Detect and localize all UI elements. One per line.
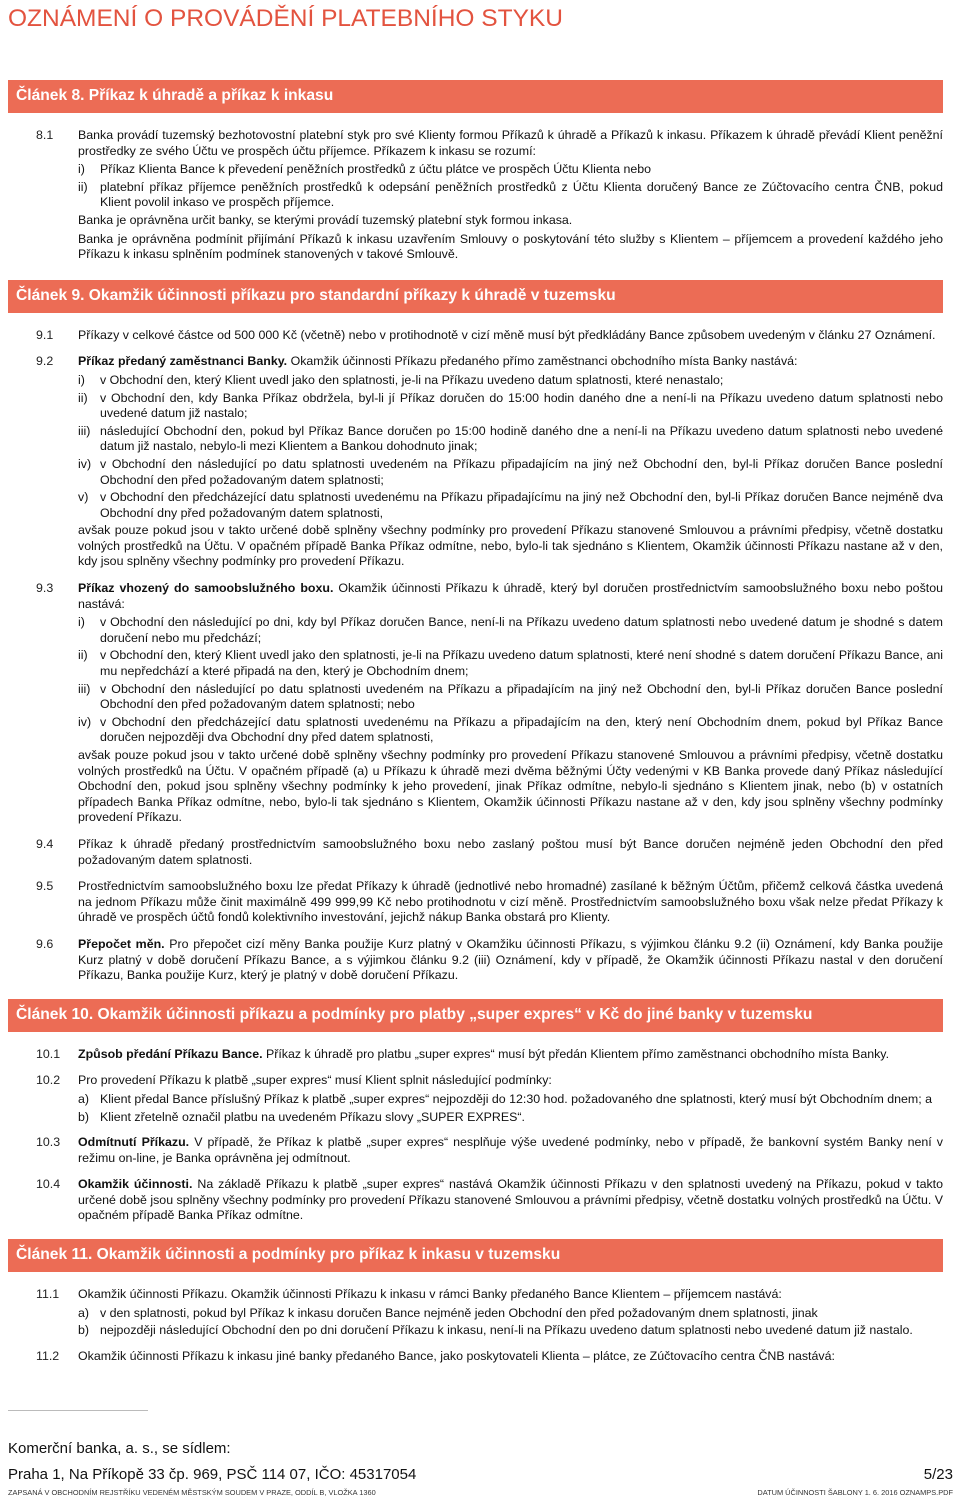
paragraph: Příkazy v celkové částce od 500 000 Kč (včetně) nebo v protihodnotě v cizí měně musí být předkládány Bance způsobem uvedeným v článku 27 Oznámení.: [78, 327, 936, 342]
article-number: 11.1: [36, 1287, 60, 1302]
paragraph: [78, 937, 943, 984]
article-10-1: [8, 1047, 943, 1066]
paragraph-text: Pro přepočet cizí měny Banka použije Kurz platný v Okamžiku účinnosti Příkazu, s výjimkou článku 9.2 (ii) Oznámení, kdy Banka použije Kurz platný v době doručení Příkazu Bance, a s výjimkou článku 9.2 (iii) Oznámení, kdy v případě, že Okamžik účinnosti Příkazu nastal v den doručení Příkazu, Banka použije Kurz, který je platný v době doručení Příkazu.: [78, 936, 943, 983]
list-marker: b): [78, 1109, 90, 1124]
article-number: 9.3: [36, 581, 54, 596]
article-number: 10.3: [36, 1135, 61, 1150]
list-marker: ii): [78, 179, 88, 194]
list-marker: iv): [78, 714, 92, 729]
list-item: [78, 1110, 943, 1126]
footer-company: Komerční banka, a. s., se sídlem:: [8, 1440, 231, 1457]
list-text: Klient předal Bance příslušný Příkaz k platbě „super expres“ nejpozději do 12:30 hod. požadovaného dne splatnosti, který musí být Obchodním dnem; a: [100, 1091, 933, 1106]
list-marker: a): [78, 1305, 90, 1320]
paragraph: [78, 354, 943, 370]
paragraph: Banka je oprávněna podmínit přijímání Příkazů k inkasu uzavřením Smlouvy o poskytování této služby s Klientem – příjemcem a provedení každého jeho Příkazu k inkasu splněním podmínek stanovených v takové Smlouvě.: [78, 231, 943, 262]
article-number: 11.2: [36, 1348, 60, 1363]
list-item: [78, 424, 943, 455]
list-item: [78, 373, 943, 389]
footer-address: Praha 1, Na Příkopě 33 čp. 969, PSČ 114 07, IČO: 45317054: [8, 1466, 417, 1483]
list-marker: a): [78, 1091, 90, 1106]
paragraph-text: Příkaz k úhradě pro platbu „super expres“ musí být předán Klientem přímo zaměstnanci obchodního místa Banky.: [262, 1046, 890, 1061]
article-9-4: [8, 837, 943, 871]
paragraph: Pro provedení Příkazu k platbě „super expres“ musí Klient splnit následující podmínky:: [78, 1073, 552, 1088]
article-number: 9.4: [36, 836, 54, 851]
section-heading-9: Článek 9. Okamžik účinnosti příkazu pro standardní příkazy k úhradě v tuzemsku: [8, 280, 943, 313]
section-heading-10: Článek 10. Okamžik účinnosti příkazu a podmínky pro platby „super expres“ v Kč do jiné banky v tuzemsku: [8, 999, 943, 1032]
section-heading-8: Článek 8. Příkaz k úhradě a příkaz k inkasu: [8, 80, 943, 113]
document-title: OZNÁMENÍ O PROVÁDĚNÍ PLATEBNÍHO STYKU: [8, 5, 563, 32]
paragraph-text: V případě, že Příkaz k platbě „super expres“ nesplňuje výše uvedené podmínky, nebo v případě, že bankovní systém Banky není v režimu on-line, je Banka oprávněna jej odmítnout.: [78, 1135, 944, 1165]
paragraph: Okamžik účinnosti Příkazu k inkasu jiné banky předaného Bance, jako poskytovateli Klienta – plátce, ze Zúčtovacího centra ČNB nastává:: [78, 1348, 835, 1363]
list-marker: b): [78, 1323, 90, 1338]
list-text: v Obchodní den předcházející datu splatnosti uvedenému na Příkazu připadajícímu na jiný než Obchodní den, byl-li Příkaz doručen Bance nejméně dva Obchodní dny před požadovaným datem splatnosti,: [100, 490, 943, 520]
footer-validity: DATUM ÚČINNOSTI ŠABLONY 1. 6. 2016 OZNAMPS.PDF: [757, 1488, 953, 1497]
list-marker: iii): [78, 681, 91, 696]
paragraph-lead: Odmítnutí Příkazu.: [78, 1135, 190, 1150]
article-10-3: [8, 1135, 943, 1169]
list-item: [78, 1092, 943, 1108]
paragraph: Prostřednictvím samoobslužného boxu lze předat Příkazy k úhradě (jednotlivé nebo hromadné) zasílané k běžným Účtům, přičemž celková částka uvedená na jednom Příkazu může činit maximálně 499 999,99 Kč nebo protihodnotu v cizí měně. Prostřednictvím samoobslužného boxu však nelze předat Příkazy k úhradě ve prospěch účtů fondů kolektivního investování, jejichž nákup Banka obstará pro Klienty.: [78, 879, 943, 925]
list-text: v Obchodní den, který Klient uvedl jako den splatnosti, je-li na Příkazu uvedeno datum splatnosti, které není shodné s datem doručení Příkazu Bance, ani mu nepředchází a které připadá na den, který je Obchodním dnem;: [100, 648, 943, 679]
list-text: následující Obchodní den, pokud byl Příkaz Bance doručen po 15:00 hodině daného dne a není-li na Příkazu uvedeno datum splatnosti nebo uvedené datum již nastalo, nebylo-li mezi Klientem a Bankou dohodnuto jinak;: [100, 423, 943, 454]
article-9-1: [8, 328, 943, 347]
paragraph: [78, 1135, 943, 1166]
list-item: [78, 682, 943, 713]
article-11-1: [8, 1287, 943, 1341]
article-8-1: [8, 128, 943, 266]
list-text: v Obchodní den následující po dni, kdy byl Příkaz doručen Bance, není-li na Příkazu uvedeno datum splatnosti nebo uvedené datum je shodné s datem doručení nebo mu předchází;: [100, 615, 943, 645]
list-text: v Obchodní den následující po datu splatnosti uvedeném na Příkazu připadajícím na jiný než Obchodní den, byl-li Příkaz doručen Bance poslední Obchodní den před požadovaným datem splatnosti;: [100, 456, 943, 487]
article-10-4: [8, 1177, 943, 1227]
list-marker: ii): [78, 390, 88, 405]
section-heading-11: Článek 11. Okamžik účinnosti a podmínky pro příkaz k inkasu v tuzemsku: [8, 1239, 943, 1272]
list-marker: ii): [78, 648, 88, 663]
article-9-5: [8, 879, 943, 929]
paragraph-text: Okamžik účinnosti Příkazu předaného přímo zaměstnanci obchodního místa Banky nastává:: [287, 354, 798, 369]
paragraph-lead: Přepočet měn.: [78, 936, 165, 951]
list-text: v Obchodní den, kdy Banka Příkaz obdržela, byl-li jí Příkaz doručen do 15:00 hodin daného dne a není-li na Příkazu uvedeno datum splatnosti nebo uvedené datum již nastalo;: [100, 390, 943, 421]
list-marker: i): [78, 372, 85, 387]
document-body: [0, 80, 960, 1375]
list-text: platební příkaz příjemce peněžních prostředků k odepsání peněžních prostředků z Účtu Klienta doručený Bance ze Zúčtovacího centra ČNB, pokud Klient povolil inkaso ve prospěch příjemce.: [100, 179, 943, 210]
paragraph-lead: Okamžik účinnosti.: [78, 1177, 193, 1192]
paragraph-lead: Příkaz vhozený do samoobslužného boxu.: [78, 581, 334, 596]
list-text: v Obchodní den, který Klient uvedl jako den splatnosti, je-li na Příkazu uvedeno datum splatnosti, které nenastalo;: [100, 372, 724, 387]
list-marker: i): [78, 162, 85, 177]
list-item: [78, 715, 943, 746]
article-number: 9.2: [36, 354, 54, 369]
page-number: 5/23: [923, 1466, 953, 1483]
list-item: [78, 162, 943, 178]
paragraph-lead: Příkaz předaný zaměstnanci Banky.: [78, 354, 288, 369]
paragraph: [78, 1177, 943, 1224]
list-item: [78, 490, 943, 521]
article-10-2: [8, 1073, 943, 1127]
list-text: Příkaz Klienta Bance k převedení peněžních prostředků z účtu plátce ve prospěch Účtu Klienta nebo: [100, 162, 652, 177]
list-marker: v): [78, 490, 89, 505]
list-text: v den splatnosti, pokud byl Příkaz k inkasu doručen Bance nejméně jeden Obchodní den před požadovaným dnem splatnosti, jinak: [100, 1305, 818, 1320]
list-text: nejpozději následující Obchodní den po dni doručení Příkazu k inkasu, není-li na Příkazu uvedeno datum splatnosti nebo uvedené datum již nastalo.: [100, 1323, 913, 1338]
article-number: 9.6: [36, 936, 54, 951]
list-text: v Obchodní den následující po datu splatnosti uvedeném na Příkazu a připadajícím na jiný než Obchodní den, byl-li Příkaz doručen Bance poslední Obchodní den před požadovaným datem splatnosti; nebo: [100, 681, 943, 712]
list-text: v Obchodní den předcházející datu splatnosti uvedenému na Příkazu a připadajícím na den, který není Obchodním dnem, pokud byl Příkaz Bance doručen nejpozději dva Obchodní dny před datem splatnosti,: [100, 714, 943, 745]
list-item: [78, 1323, 943, 1339]
paragraph: Banka je oprávněna určit banky, se kterými provádí tuzemský platební styk formou inkasa.: [78, 212, 573, 227]
paragraph-text: Na základě Příkazu k platbě „super expres“ nastává Okamžik účinnosti Příkazu v den splatnosti uvedený na Příkazu, pokud v takto určené době jsou splněny všechny podmínky pro provedení Příkazu stanovené Smlouvou a právními předpisy, včetně dostatku volných prostředků na Účtu. V opačném případě Banka Příkaz odmítne.: [78, 1177, 944, 1223]
article-number: 10.1: [36, 1046, 61, 1061]
list-marker: iii): [78, 423, 91, 438]
list-item: [78, 391, 943, 422]
footer-divider: [8, 1410, 148, 1411]
article-9-2: [8, 354, 943, 573]
paragraph: avšak pouze pokud jsou v takto určené době splněny všechny podmínky pro provedení Příkazu stanovené Smlouvou a právními předpisy, včetně dostatku volných prostředků na Účtu. V opačném případě (a) u Příkazu k úhradě mezi dvěma běžnými Účty vedenými v KB Banka provede daný Příkaz následující Obchodní den, pokud jsou splněny všechny podmínky k jeho provedení, jinak Příkaz odmítne, nebylo-li sjednáno s Klientem jinak, nebo (b) v ostatních případech Banka Příkaz odmítne, nebo, bylo-li tak sjednáno s Klientem, Okamžik účinnosti Příkazu nastane až v den, kdy jsou splněny všechny podmínky provedení Příkazu.: [78, 748, 943, 825]
article-number: 9.1: [36, 327, 54, 342]
list-marker: i): [78, 615, 85, 630]
paragraph: Banka provádí tuzemský bezhotovostní platební styk pro své Klienty formou Příkazů k úhradě a Příkazů k inkasu. Příkazem k úhradě převádí Klient peněžní prostředky ze svého Účtu ve prospěch účtu příjemce. Příkazem k inkasu se rozumí:: [78, 128, 943, 158]
article-number: 10.2: [36, 1073, 61, 1088]
list-text: Klient zřetelně označil platbu na uvedeném Příkazu slovy „SUPER EXPRES“.: [100, 1109, 525, 1124]
article-number: 10.4: [36, 1177, 61, 1192]
paragraph-text: Okamžik účinnosti Příkazu k úhradě, který byl doručen prostřednictvím samoobslužného boxu nebo poštou nastává:: [78, 581, 943, 611]
list-marker: iv): [78, 456, 92, 471]
article-9-6: [8, 937, 943, 987]
paragraph-lead: Způsob předání Příkazu Bance.: [78, 1046, 263, 1061]
list-item: [78, 1306, 943, 1322]
article-11-2: [8, 1349, 943, 1368]
list-item: [78, 648, 943, 679]
list-item: [78, 615, 943, 646]
paragraph: [78, 1047, 943, 1063]
footer-registry: ZAPSANÁ V OBCHODNÍM REJSTŘÍKU VEDENÉM MĚSTSKÝM SOUDEM V PRAZE, ODDÍL B, VLOŽKA 1360: [8, 1488, 376, 1497]
paragraph: Příkaz k úhradě předaný prostřednictvím samoobslužného boxu nebo zaslaný poštou musí být Bance doručen nejméně jeden Obchodní den před požadovaným datem splatnosti.: [78, 836, 943, 867]
article-number: 8.1: [36, 128, 54, 142]
paragraph: Okamžik účinnosti Příkazu. Okamžik účinnosti Příkazu k inkasu v rámci Banky předaného Bance Klientem – příjemcem nastává:: [78, 1287, 782, 1302]
paragraph: avšak pouze pokud jsou v takto určené době splněny všechny podmínky pro provedení Příkazu stanovené Smlouvou a právními předpisy, včetně dostatku volných prostředků na Účtu. V opačném případě Banka Příkaz odmítne, nebo, bylo-li tak sjednáno s Klientem, Okamžik účinnosti Příkazu nastane až v den, kdy jsou splněny všechny podmínky pro provedení Příkazu.: [78, 523, 943, 569]
paragraph: [78, 581, 943, 612]
article-9-3: [8, 581, 943, 829]
list-item: [78, 180, 943, 211]
article-number: 9.5: [36, 879, 54, 894]
list-item: [78, 457, 943, 488]
